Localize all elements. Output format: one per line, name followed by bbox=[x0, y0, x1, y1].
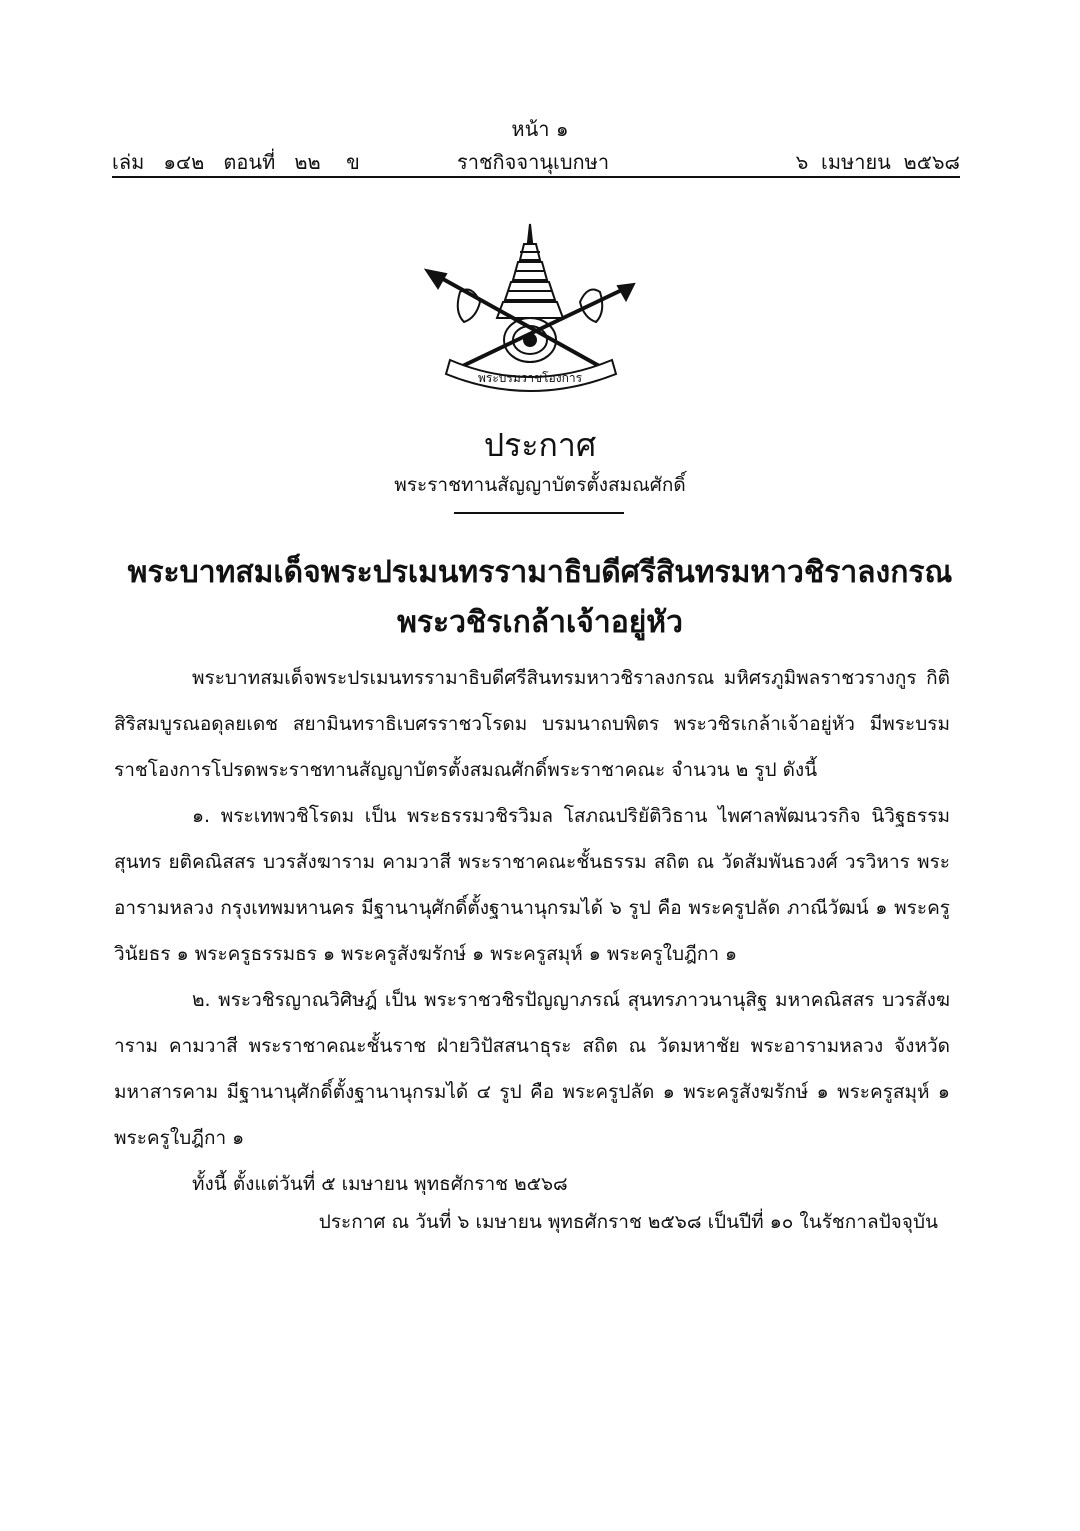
page-number: หน้า ๑ bbox=[511, 117, 569, 141]
publication-name: ราชกิจจานุเบกษา bbox=[457, 150, 610, 174]
announcement-title: ประกาศ bbox=[483, 426, 597, 464]
item-2-paragraph: ๒. พระวชิรญาณวิศิษฎ์ เป็น พระราชวชิรปัญญาภรณ์ สุนทรภาวนานุสิฐ มหาคณิสสร บวรสังฆาราม คามวาสี พระราชาคณะชั้นราช ฝ่ายวิปัสสนาธุระ สถิต ณ วัดมหาชัย พระอารามหลวง จังหวัดมหาสารคาม มีฐานานุศักดิ์ตั้งฐานานุกรมได้ ๔ รูป คือ พระครูปลัด ๑ พระครูสังฆรักษ์ ๑ พระครูสมุห์ ๑ พระครูใบฎีกา ๑ bbox=[114, 989, 950, 1149]
volume-issue: เล่ม ๑๔๒ ตอนที่ ๒๒ ข bbox=[112, 150, 360, 174]
gazette-header bbox=[112, 146, 960, 178]
item-1-paragraph: ๑. พระเทพวชิโรดม เป็น พระธรรมวชิรวิมล โสภณปริยัติวิธาน ไพศาลพัฒนวรกิจ นิวิฐธรรมสุนทร ยติคณิสสร บวรสังฆาราม คามวาสี พระราชาคณะชั้นธรรม สถิต ณ วัดสัมพันธวงศ์ วรวิหาร พระอารามหลวง กรุงเทพมหานคร มีฐานานุศักดิ์ตั้งฐานานุกรมได้ ๖ รูป คือ พระครูปลัด ภาณีวัฒน์ ๑ พระครูวินัยธร ๑ พระครูธรรมธร ๑ พระครูสังฆรักษ์ ๑ พระครูสมุห์ ๑ พระครูใบฎีกา ๑ bbox=[114, 805, 950, 965]
intro-paragraph: พระบาทสมเด็จพระปรเมนทรรามาธิบดีศรีสินทรมหาวชิราลงกรณ มหิศรภูมิพลราชวรางกูร กิติสิริสมบูรณอดุลยเดช สยามินทราธิเบศรราชวโรดม บรมนาถบพิตร พระวชิรเกล้าเจ้าอยู่หัว มีพระบรมราชโองการโปรดพระราชทานสัญญาบัตรตั้งสมณศักดิ์พระราชาคณะ จำนวน ๒ รูป ดังนี้ bbox=[114, 667, 950, 781]
royal-emblem-icon bbox=[420, 222, 640, 397]
king-name bbox=[0, 548, 1080, 648]
title-divider bbox=[454, 512, 624, 514]
closing-line: ประกาศ ณ วันที่ ๖ เมษายน พุทธศักราช ๒๕๖๘ เป็นปีที่ ๑๐ ในรัชกาลปัจจุบัน bbox=[318, 1211, 938, 1233]
emblem-ribbon-text: พระบรมราชโองการ bbox=[477, 371, 583, 385]
announcement-subtitle: พระราชทานสัญญาบัตรตั้งสมณศักดิ์ bbox=[394, 474, 686, 496]
king-name-line1: พระบาทสมเด็จพระปรเมนทรรามาธิบดีศรีสินทรมหาวชิราลงกรณ bbox=[127, 555, 953, 590]
effective-date-paragraph: ทั้งนี้ ตั้งแต่วันที่ ๕ เมษายน พุทธศักราช ๒๕๖๘ bbox=[192, 1173, 568, 1195]
king-name-line2: พระวชิรเกล้าเจ้าอยู่หัว bbox=[397, 605, 683, 640]
header-date: ๖ เมษายน ๒๕๖๘ bbox=[795, 150, 960, 174]
announcement-body bbox=[114, 655, 950, 1207]
